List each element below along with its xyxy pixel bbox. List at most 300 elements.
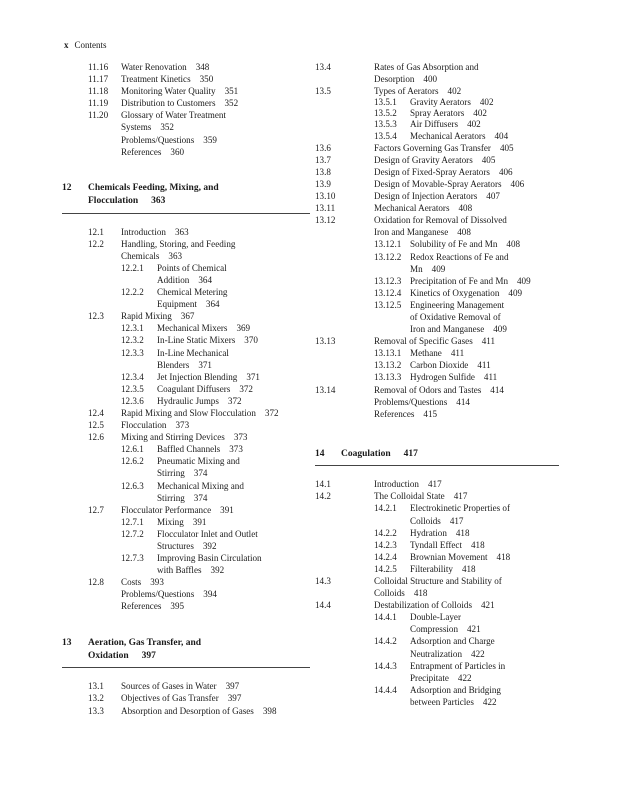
entry-number: 13.13.3 (374, 372, 402, 383)
title-line: Carbon Dioxide (410, 360, 469, 371)
toc-chapter-heading[interactable] (62, 182, 310, 214)
entry-title (315, 384, 559, 396)
title-line: Rapid Mixing and Slow Flocculation (121, 407, 256, 418)
page-ref: 415 (423, 408, 438, 419)
title-line: References (121, 146, 162, 157)
toc-entry[interactable] (62, 600, 310, 612)
page-ref: 360 (170, 146, 185, 157)
entry-number: 12.8 (88, 577, 104, 588)
entry-number: 12.3.5 (121, 383, 144, 394)
toc-entry[interactable] (315, 371, 559, 383)
title-line: Chemicals (121, 250, 160, 261)
toc-entry[interactable] (62, 552, 310, 576)
title-line: Sources of Gases in Water (121, 681, 217, 692)
entry-number: 13.12.4 (374, 287, 402, 298)
page-ref: 402 (447, 86, 462, 97)
entry-number: 11.19 (88, 98, 109, 109)
toc-entry[interactable] (315, 335, 559, 347)
entry-number: 14.4 (315, 600, 331, 611)
title-line: Blenders (157, 359, 190, 370)
entry-number: 12.7 (88, 504, 104, 515)
entry-number: 14.1 (315, 479, 331, 490)
entry-number: 14.2 (315, 491, 331, 502)
title-line: Adsorption and Charge (410, 636, 495, 647)
page-ref: 397 (225, 681, 240, 692)
entry-title (62, 371, 310, 383)
page-ref: 405 (499, 142, 514, 153)
toc-entry[interactable] (315, 563, 559, 575)
title-line: Chemicals Feeding, Mixing, and (88, 182, 219, 193)
page-ref: 417 (449, 515, 464, 526)
toc-entry[interactable] (62, 310, 310, 322)
title-line: Flocculator Performance (121, 504, 212, 515)
entry-number: 12.3.2 (121, 335, 144, 346)
entry-number: 13.5.2 (374, 108, 397, 119)
entry-number: 12.4 (88, 407, 104, 418)
page-ref: 407 (486, 191, 500, 202)
title-line: Absorption and Desorption of Gases (121, 705, 254, 716)
page-ref: 371 (198, 359, 212, 370)
entry-title (315, 551, 559, 563)
toc-entry[interactable] (62, 73, 310, 85)
toc-entry[interactable] (62, 85, 310, 97)
toc-entry[interactable] (62, 528, 310, 552)
entry-number: 13.4 (315, 62, 331, 72)
page-ref: 350 (199, 74, 214, 85)
entry-number: 12.6.3 (121, 480, 144, 491)
page-ref: 373 (233, 432, 248, 443)
entry-number: 13.12 (315, 215, 336, 226)
title-line: Precipitate (410, 672, 449, 683)
page-ref: 372 (227, 395, 242, 406)
title-line: Baffled Channels (157, 444, 221, 455)
toc-chapter-heading[interactable] (62, 637, 310, 669)
entry-title (315, 396, 559, 408)
title-line: Oxidation for Removal of Dissolved (374, 215, 507, 226)
toc-entry[interactable] (62, 395, 310, 407)
entry-title (62, 455, 310, 479)
entry-number: 12.3.1 (121, 323, 144, 334)
page-ref: 373 (175, 420, 190, 431)
title-line: Distribution to Customers (121, 98, 216, 109)
entry-number: 14.4.3 (374, 660, 397, 671)
entry-number: 13.12.5 (374, 299, 402, 310)
page-ref: 414 (456, 396, 470, 407)
title-line: Tyndall Effect (410, 539, 462, 550)
title-line: Double-Layer (410, 612, 462, 623)
page-ref: 400 (423, 74, 438, 85)
title-line: Jet Injection Blending (157, 371, 238, 382)
toc-entry[interactable] (315, 190, 559, 202)
page-ref: 373 (229, 444, 243, 455)
page-ref: 372 (264, 407, 279, 418)
entry-title (62, 528, 310, 552)
page-ref: 351 (224, 86, 239, 97)
title-line: Hydraulic Jumps (157, 395, 219, 406)
toc-entry[interactable] (62, 705, 310, 717)
toc-entry[interactable] (62, 371, 310, 383)
title-line: Mechanical Mixing and (157, 480, 244, 491)
toc-entry[interactable] (315, 527, 559, 539)
page-ref: 406 (510, 178, 525, 189)
entry-number: 13.13.2 (374, 360, 402, 371)
toc-entry[interactable] (315, 575, 559, 599)
entry-number: 13.11 (315, 203, 336, 214)
entry-number: 12.3.4 (121, 371, 144, 382)
title-line: Coagulant Diffusers (157, 383, 231, 394)
entry-title (315, 347, 559, 359)
toc-entry[interactable] (62, 588, 310, 600)
title-line: Air Diffusers (410, 119, 459, 130)
toc-entry[interactable] (315, 502, 559, 526)
toc-left-column (62, 61, 310, 717)
entry-title (315, 130, 559, 142)
entry-number: 12.6.2 (121, 456, 144, 467)
entry-title (62, 443, 310, 455)
entry-number: 13.2 (88, 693, 104, 704)
entry-title (62, 134, 310, 146)
page-ref: 348 (195, 62, 210, 72)
title-line: Stirring (157, 492, 185, 503)
title-line: Desorption (374, 74, 415, 85)
page-ref: 359 (203, 134, 217, 145)
toc-entry[interactable] (315, 551, 559, 563)
toc-entry[interactable] (62, 431, 310, 443)
entry-title (315, 684, 559, 708)
title-line: Glossary of Water Treatment (121, 110, 226, 121)
toc-entry[interactable] (62, 109, 310, 133)
title-line: Iron and Manganese (374, 227, 449, 238)
entry-number: 12.6 (88, 432, 104, 443)
entry-title (315, 371, 559, 383)
title-line: Problems/Questions (121, 134, 195, 145)
entry-number: 13.6 (315, 142, 331, 153)
page-ref: 397 (227, 693, 242, 704)
title-line: Hydration (410, 527, 447, 538)
toc-entry[interactable] (315, 178, 559, 190)
page-ref: 418 (413, 588, 428, 599)
title-line: Methane (410, 348, 442, 359)
entry-title (315, 202, 559, 214)
entry-title (315, 178, 559, 190)
page-ref: 405 (481, 154, 496, 165)
page-ref: 394 (203, 589, 217, 600)
toc-entry[interactable] (62, 238, 310, 262)
toc-entry[interactable] (315, 660, 559, 684)
title-line: of Oxidative Removal of (410, 311, 501, 322)
entry-title (315, 539, 559, 551)
entry-number: 13.1 (88, 681, 104, 692)
toc-entry[interactable] (315, 214, 559, 238)
entry-number: 12.3.3 (121, 347, 144, 358)
toc-entry[interactable] (315, 478, 559, 490)
title-line: Flocculator Inlet and Outlet (157, 528, 258, 539)
chapter-title (62, 182, 310, 209)
toc-entry[interactable] (62, 419, 310, 431)
toc-entry[interactable] (315, 238, 559, 250)
title-line: Mixing and Stirring Devices (121, 432, 225, 443)
entry-title (62, 480, 310, 504)
page-ref: 391 (192, 516, 207, 527)
toc-entry[interactable] (315, 490, 559, 502)
title-line: Problems/Questions (374, 396, 448, 407)
page-ref: 367 (180, 311, 195, 322)
page-ref: 395 (170, 601, 185, 612)
title-line: Design of Gravity Aerators (374, 154, 473, 165)
title-line: The Colloidal State (374, 491, 445, 502)
page-ref: 352 (224, 98, 239, 109)
title-line: Aeration, Gas Transfer, and (88, 637, 202, 648)
page-ref: 408 (506, 239, 521, 250)
entry-title (315, 502, 559, 526)
entry-title (315, 527, 559, 539)
entry-title (315, 61, 559, 85)
title-line: Neutralization (410, 648, 463, 659)
toc-entry[interactable] (315, 287, 559, 299)
title-line: Points of Chemical (157, 262, 227, 273)
entry-number: 13.13 (315, 336, 336, 347)
toc-entry[interactable] (62, 286, 310, 310)
page-ref: 409 (431, 263, 446, 274)
title-line: Coagulation (341, 448, 391, 459)
page-ref: 417 (427, 479, 442, 490)
title-line: Mechanical Mixers (157, 323, 228, 334)
toc-entry[interactable] (62, 455, 310, 479)
toc-entry[interactable] (62, 692, 310, 704)
entry-number: 13.12.2 (374, 251, 402, 262)
entry-title (315, 611, 559, 635)
page-ref: 422 (471, 648, 485, 659)
toc-entry[interactable] (315, 166, 559, 178)
entry-title (62, 322, 310, 334)
toc-entry[interactable] (315, 154, 559, 166)
toc-entry[interactable] (315, 347, 559, 359)
title-line: References (121, 601, 162, 612)
title-line: Compression (410, 624, 458, 635)
toc-entry[interactable] (62, 322, 310, 334)
entry-number: 13.10 (315, 191, 336, 202)
page-ref: 408 (457, 227, 471, 238)
title-line: Pneumatic Mixing and (157, 456, 240, 467)
entry-number: 14.3 (315, 575, 331, 586)
entry-title (315, 166, 559, 178)
entry-title (62, 552, 310, 576)
toc-entry[interactable] (62, 146, 310, 158)
title-line: Monitoring Water Quality (121, 86, 216, 97)
page-ref: 404 (494, 130, 509, 141)
toc-entry[interactable] (62, 97, 310, 109)
title-line: Iron and Manganese (410, 324, 485, 335)
page-ref: 391 (220, 504, 234, 515)
entry-number: 11.18 (88, 86, 109, 97)
page-ref: 417 (403, 448, 418, 459)
toc-entry[interactable] (315, 359, 559, 371)
title-line: Equipment (157, 299, 197, 310)
entry-number: 14.4.2 (374, 636, 397, 647)
entry-title (315, 490, 559, 502)
title-line: Flocculation (88, 196, 139, 207)
page-ref: 414 (490, 384, 504, 395)
page-ref: 411 (481, 336, 496, 347)
entry-number: 14.2.3 (374, 539, 397, 550)
title-line: Precipitation of Fe and Mn (410, 275, 508, 286)
title-line: Solubility of Fe and Mn (410, 239, 498, 250)
title-line: Treatment Kinetics (121, 74, 191, 85)
toc-entry[interactable] (62, 407, 310, 419)
toc-entry[interactable] (315, 299, 559, 335)
toc-entry[interactable] (315, 61, 559, 85)
toc-entry[interactable] (315, 539, 559, 551)
entry-number: 13.5.4 (374, 130, 397, 141)
entry-title (315, 575, 559, 599)
title-line: Improving Basin Circulation (157, 553, 262, 564)
page-ref: 363 (151, 196, 166, 207)
chapter-number: 14 (315, 448, 325, 459)
toc-entry[interactable] (315, 396, 559, 408)
toc-entry[interactable] (62, 61, 310, 73)
title-line: Mechanical Aerators (374, 203, 450, 214)
entry-title (315, 275, 559, 287)
title-line: Handling, Storing, and Feeding (121, 238, 236, 249)
entry-title (315, 299, 559, 335)
page-ref: 372 (239, 383, 253, 394)
title-line: Adsorption and Bridging (410, 684, 501, 695)
page-ref: 402 (467, 119, 481, 130)
toc-entry[interactable] (62, 480, 310, 504)
toc-chapter-heading[interactable] (315, 448, 559, 466)
page-ref: 364 (198, 274, 212, 285)
entry-title (315, 359, 559, 371)
entry-title (62, 395, 310, 407)
entry-number: 12.7.3 (121, 553, 144, 564)
page-ref: 370 (244, 335, 258, 346)
toc-entry[interactable] (62, 262, 310, 286)
page-ref: 417 (453, 491, 468, 502)
toc-entry[interactable] (62, 443, 310, 455)
entry-number: 13.9 (315, 178, 331, 189)
entry-number: 14.4.4 (374, 684, 397, 695)
toc-entry[interactable] (315, 384, 559, 396)
title-line: Redox Reactions of Fe and (410, 251, 509, 262)
title-line: Oxidation (88, 650, 129, 661)
title-line: References (374, 408, 415, 419)
entry-number: 11.20 (88, 110, 109, 121)
entry-number: 12.2.2 (121, 287, 144, 298)
toc-entry[interactable] (315, 684, 559, 708)
page-ref: 369 (236, 323, 251, 334)
entry-number: 13.14 (315, 384, 336, 395)
page-ref: 418 (455, 527, 470, 538)
page-number: x (64, 40, 69, 50)
entry-title (315, 660, 559, 684)
entry-number: 14.2.5 (374, 563, 397, 574)
title-line: Mn (410, 263, 423, 274)
entry-title (62, 334, 310, 346)
page-ref: 352 (160, 122, 174, 133)
title-line: Kinetics of Oxygenation (410, 287, 500, 298)
toc-entry[interactable] (315, 408, 559, 420)
toc-entry[interactable] (315, 275, 559, 287)
toc-entry[interactable] (315, 130, 559, 142)
toc-entry[interactable] (62, 334, 310, 346)
toc-entry[interactable] (62, 504, 310, 516)
title-line: Costs (121, 577, 142, 588)
entry-title (315, 599, 559, 611)
entry-number: 13.5.3 (374, 119, 397, 130)
chapter-title (62, 637, 310, 664)
entry-title (315, 635, 559, 659)
entry-title (62, 600, 310, 612)
entry-title (62, 146, 310, 158)
title-line: Filterability (410, 563, 453, 574)
toc-entry[interactable] (62, 680, 310, 692)
page-ref: 422 (457, 672, 472, 683)
toc-entry[interactable] (62, 347, 310, 371)
toc-right-column (315, 61, 559, 708)
title-line: In-Line Static Mixers (157, 335, 236, 346)
toc-entry[interactable] (62, 516, 310, 528)
toc-entry[interactable] (315, 635, 559, 659)
page-ref: 392 (210, 565, 225, 576)
toc-entry[interactable] (315, 599, 559, 611)
page-ref: 374 (193, 492, 208, 503)
entry-number: 12.3 (88, 311, 104, 322)
entry-title (315, 335, 559, 347)
toc-entry[interactable] (315, 251, 559, 275)
entry-number: 13.12.1 (374, 239, 402, 250)
page-ref: 392 (202, 541, 217, 551)
page-ref: 374 (193, 468, 208, 479)
entry-number: 12.2 (88, 238, 104, 249)
page-ref: 398 (262, 705, 277, 716)
title-line: Stirring (157, 468, 185, 479)
toc-entry[interactable] (315, 202, 559, 214)
page-ref: 402 (479, 97, 494, 108)
entry-title (315, 142, 559, 154)
toc-entry[interactable] (315, 142, 559, 154)
entry-number: 14.2.4 (374, 551, 397, 562)
toc-entry[interactable] (62, 383, 310, 395)
page-ref: 418 (496, 551, 511, 562)
entry-title (62, 347, 310, 371)
toc-entry[interactable] (62, 134, 310, 146)
toc-entry[interactable] (62, 576, 310, 588)
page-ref: 363 (168, 250, 183, 261)
title-line: Problems/Questions (121, 589, 195, 600)
title-line: Mixing (157, 516, 184, 527)
running-header (64, 40, 107, 50)
entry-number: 14.4.1 (374, 612, 397, 623)
entry-title (62, 383, 310, 395)
toc-entry[interactable] (62, 226, 310, 238)
title-line: Colloids (374, 588, 405, 599)
toc-entry[interactable] (315, 611, 559, 635)
entry-number: 13.5.1 (374, 97, 397, 108)
entry-number: 14.2.1 (374, 503, 397, 514)
page-ref: 409 (508, 287, 523, 298)
title-line: Removal of Specific Gases (374, 336, 473, 347)
entry-number: 14.2.2 (374, 527, 397, 538)
page-ref: 406 (498, 166, 513, 177)
page-ref: 402 (473, 108, 487, 119)
title-line: Structures (157, 541, 194, 551)
title-line: Objectives of Gas Transfer (121, 693, 219, 704)
title-line: Rapid Mixing (121, 311, 172, 322)
title-line: Gravity Aerators (410, 97, 471, 108)
title-line: In-Line Mechanical (157, 347, 229, 358)
entry-number: 13.5 (315, 86, 331, 97)
title-line: Design of Injection Aerators (374, 191, 478, 202)
